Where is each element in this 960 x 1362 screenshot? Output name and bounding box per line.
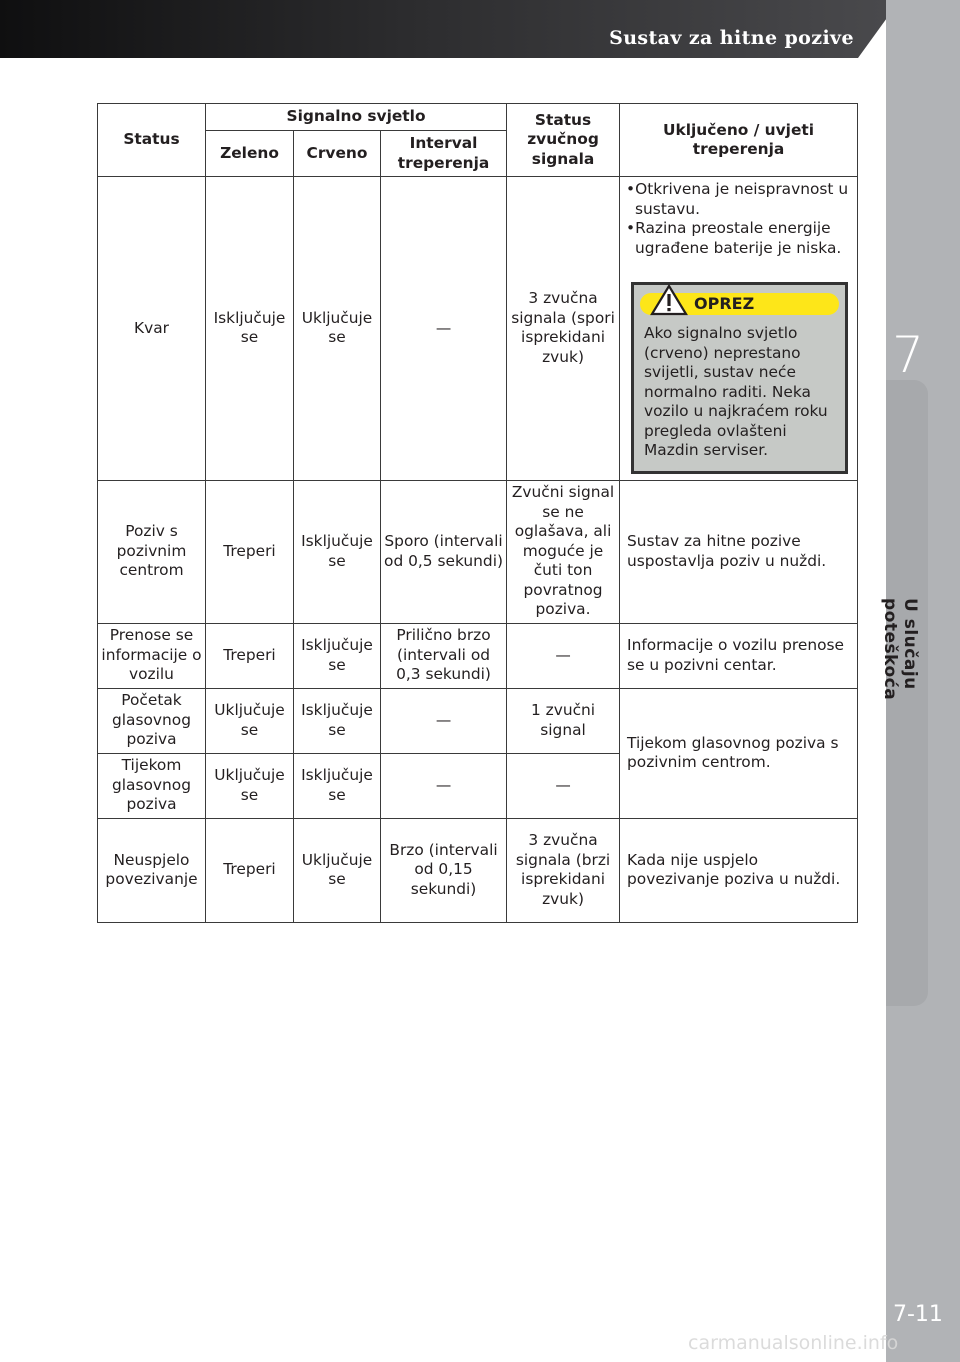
- caution-label: OPREZ: [694, 294, 755, 313]
- row-red: Uključuje se: [294, 818, 381, 922]
- header-sound-status: Status zvučnog signala: [507, 104, 620, 177]
- chapter-title: U slučaju poteškoća: [880, 598, 920, 701]
- row-green: Uključuje se: [206, 688, 294, 753]
- table-row: [98, 480, 858, 623]
- row-interval: —: [381, 688, 507, 753]
- row-condition: Kada nije uspjelo povezivanje poziva u nuždi.: [620, 818, 858, 922]
- row-green: Treperi: [206, 480, 294, 623]
- row-green: Treperi: [206, 818, 294, 922]
- row-red: Uključuje se: [294, 177, 381, 481]
- header-condition: Uključeno / uvjeti treperenja: [620, 104, 858, 177]
- row-interval: —: [381, 177, 507, 481]
- row-status: Poziv s pozivnim centrom: [98, 480, 206, 623]
- warning-triangle-icon: [650, 284, 688, 316]
- header-red: Crveno: [294, 131, 381, 177]
- chapter-number: 7: [892, 326, 924, 384]
- row-sound: 1 zvučni signal: [507, 688, 620, 753]
- header-green: Zeleno: [206, 131, 294, 177]
- header-interval: Interval treperenja: [381, 131, 507, 177]
- row-status: Neuspjelo povezivanje: [98, 818, 206, 922]
- row-sound: 3 zvučna signala (spori isprekidani zvuk): [507, 177, 620, 481]
- caution-box: [631, 282, 848, 474]
- row-sound: 3 zvučna signala (brzi isprekidani zvuk): [507, 818, 620, 922]
- row-status: Kvar: [98, 177, 206, 481]
- table-row: [98, 688, 858, 753]
- row-condition: [620, 177, 858, 481]
- row-status: Prenose se informacije o vozilu: [98, 623, 206, 688]
- row-status: Tijekom glasovnog poziva: [98, 753, 206, 818]
- status-table: [97, 103, 858, 923]
- row-interval: —: [381, 753, 507, 818]
- row-interval: Sporo (intervali od 0,5 sekundi): [381, 480, 507, 623]
- bullet-item: •Otkrivena je neispravnost u sustavu.: [626, 180, 849, 218]
- table-row: [98, 623, 858, 688]
- row-red: Isključuje se: [294, 623, 381, 688]
- row-green: Isključuje se: [206, 177, 294, 481]
- page-header-title: Sustav za hitne pozive: [609, 27, 854, 49]
- row-sound: —: [507, 753, 620, 818]
- header-signal-light: Signalno svjetlo: [206, 104, 507, 131]
- row-condition: Tijekom glasovnog poziva s pozivnim centrom.: [620, 688, 858, 818]
- row-status: Početak glasovnog poziva: [98, 688, 206, 753]
- header-status: Status: [98, 104, 206, 177]
- row-interval: Prilično brzo (intervali od 0,3 sekundi): [381, 623, 507, 688]
- row-condition: Sustav za hitne pozive uspostavlja poziv u nuždi.: [620, 480, 858, 623]
- row-interval: Brzo (intervali od 0,15 sekundi): [381, 818, 507, 922]
- row-green: Treperi: [206, 623, 294, 688]
- caution-text: Ako signalno svjetlo (crveno) neprestano svijetli, sustav neće normalno raditi. Neka vozilo u najkraćem roku pregleda ovlašteni Mazdin serviser.: [644, 324, 828, 459]
- row-sound: Zvučni signal se ne oglašava, ali moguće je čuti ton povratnog poziva.: [507, 480, 620, 623]
- row-red: Isključuje se: [294, 480, 381, 623]
- caution-header: [640, 293, 839, 315]
- row-red: Isključuje se: [294, 688, 381, 753]
- bullet-item: •Razina preostale energije ugrađene baterije je niska.: [626, 219, 842, 257]
- table-row: [98, 177, 858, 481]
- watermark: carmanualsonline.info: [688, 1332, 899, 1354]
- row-green: Uključuje se: [206, 753, 294, 818]
- row-red: Isključuje se: [294, 753, 381, 818]
- row-sound: —: [507, 623, 620, 688]
- page-number: 7-11: [893, 1302, 943, 1327]
- row-condition: Informacije o vozilu prenose se u pozivni centar.: [620, 623, 858, 688]
- table-row: [98, 818, 858, 922]
